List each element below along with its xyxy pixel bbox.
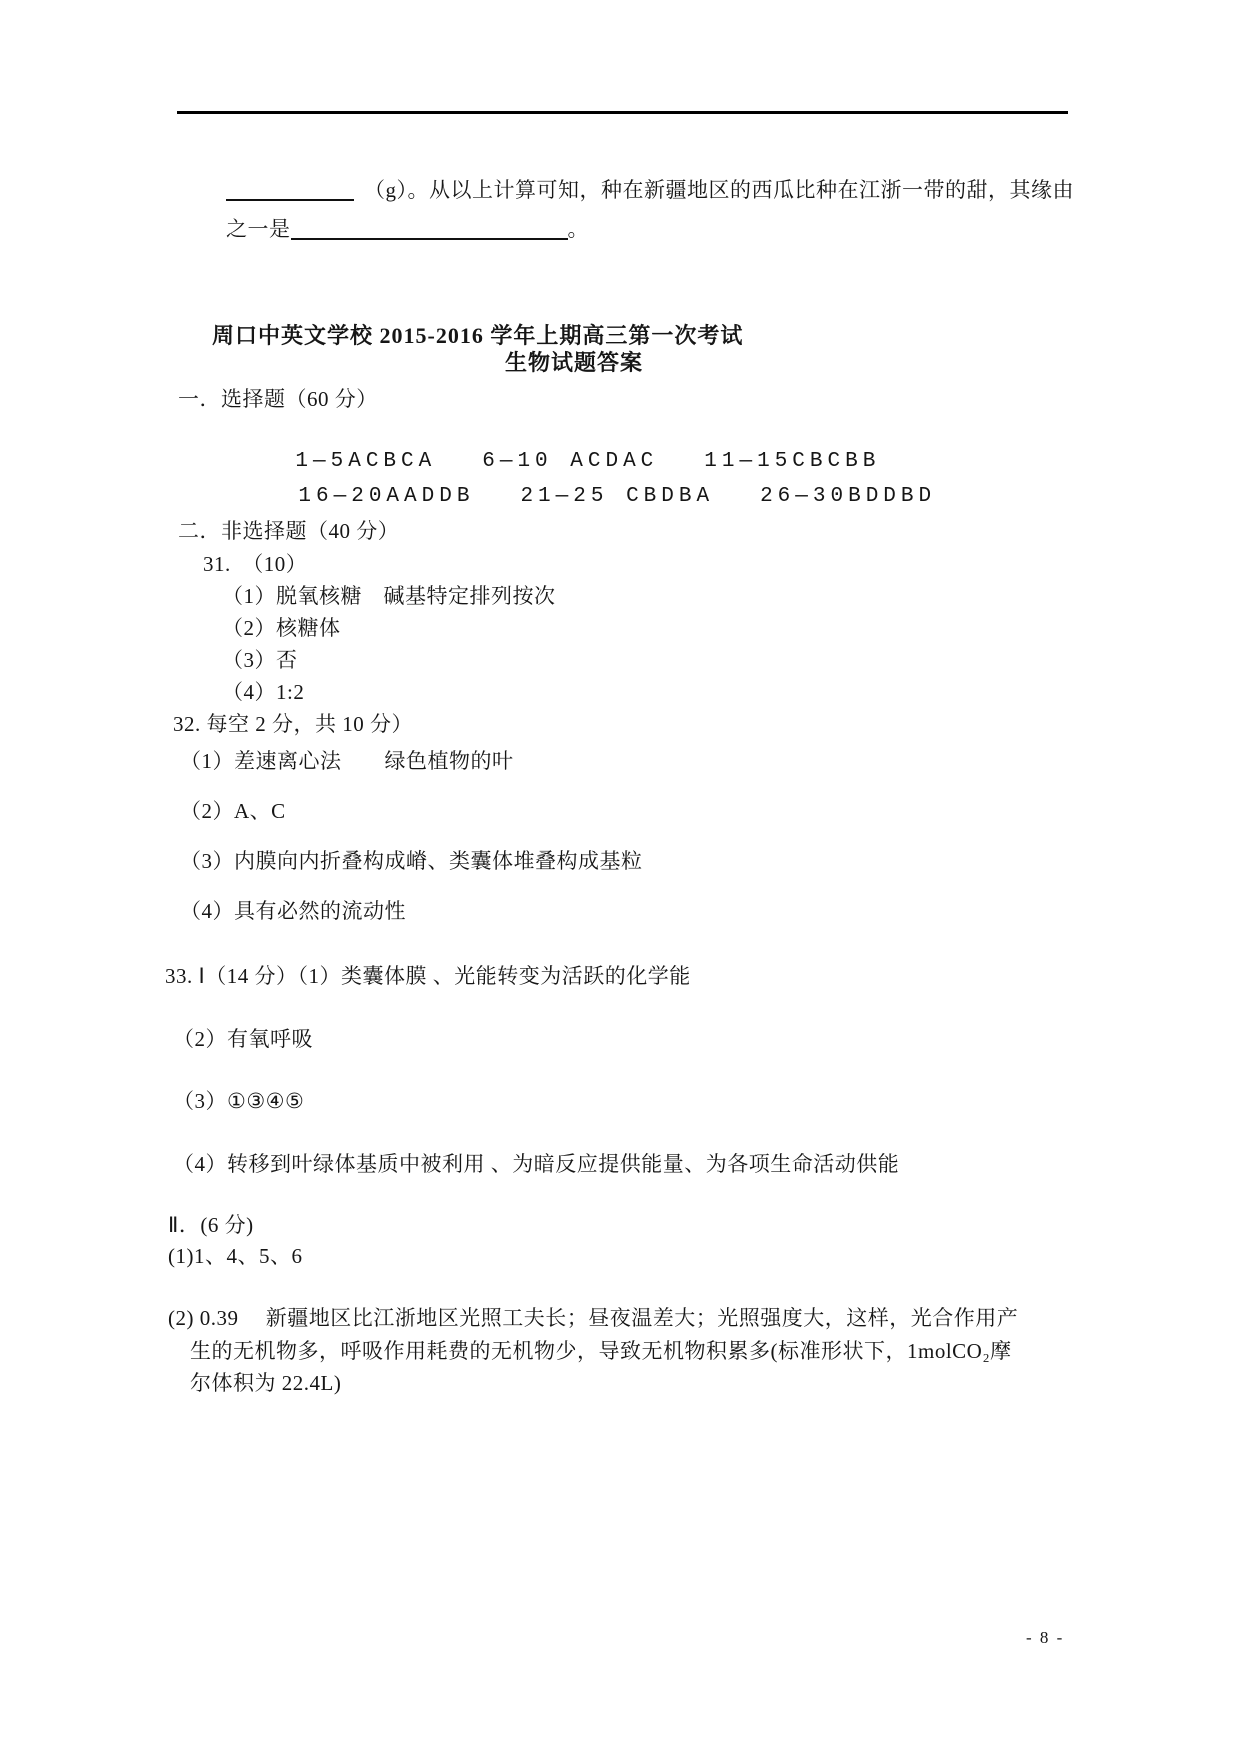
answers-1-5: 1—5ACBCA <box>295 450 437 474</box>
q33-part2-item-2-line-1: (2) 0.39 新疆地区比江浙地区光照工夫长；昼夜温差大；光照强度大，这样，光合作用产 <box>168 1306 1019 1330</box>
answers-6-10: 6—10 ACDAC <box>482 450 659 474</box>
q31-item-4: （4）1:2 <box>222 680 305 704</box>
q31-item-3: （3）否 <box>222 648 298 672</box>
answers-11-15: 11—15CBCBB <box>704 450 881 474</box>
fill-blank-line-2 <box>203 189 589 271</box>
q33-part2-heading: Ⅱ．(6 分) <box>168 1213 254 1237</box>
q33-part1-line-1: 33. Ⅰ（14 分）（1）类囊体膜 、光能转变为活跃的化学能 <box>165 964 691 988</box>
header-rule <box>177 111 1068 114</box>
answers-16-20: 16—20AADDB <box>298 485 475 509</box>
q31-item-2: （2）核糖体 <box>222 616 341 640</box>
page-number: - 8 - <box>1026 1628 1065 1647</box>
q32-item-1: （1）差速离心法 绿色植物的叶 <box>180 749 514 773</box>
doc-subtitle: 生物试题答案 <box>505 350 644 375</box>
doc-title: 周口中英文学校 2015-2016 学年上期高三第一次考试 <box>212 323 744 348</box>
q31-item-1: （1）脱氧核糖 碱基特定排列按次 <box>222 584 556 608</box>
fill-blank-line-2-prefix: 之一是 <box>226 217 291 242</box>
q32-item-2: （2）A、C <box>180 799 286 823</box>
q33-part2-item-2-line-2: 生的无机物多，呼吸作用耗费的无机物少，导致无机物积累多(标准形状下，1molCO₂摩 <box>190 1339 1012 1363</box>
choice-section-heading: 一．选择题（60 分） <box>178 387 378 411</box>
fill-blank-line-2-suffix: 。 <box>567 217 589 242</box>
q32-item-3: （3）内膜向内折叠构成嵴、类囊体堆叠构成基粒 <box>180 849 643 873</box>
non-choice-section-heading: 二．非选择题（40 分） <box>178 519 400 543</box>
q33-part2-item-2-line-3: 尔体积为 22.4L) <box>190 1371 342 1395</box>
answers-26-30: 26—30BDDBD <box>760 485 937 509</box>
q33-part2-item-1: (1)1、4、5、6 <box>168 1244 303 1268</box>
answers-21-25: 21—25 CBDBA <box>520 485 715 509</box>
q31-heading: 31. （10） <box>203 552 308 576</box>
q33-part1-line-2: （2）有氧呼吸 <box>173 1027 313 1051</box>
q33-part1-line-4: （4）转移到叶绿体基质中被利用 、为暗反应提供能量、为各项生命活动供能 <box>173 1152 900 1176</box>
q32-item-4: （4）具有必然的流动性 <box>180 899 406 923</box>
q33-part1-line-3: （3）①③④⑤ <box>173 1089 305 1113</box>
q32-heading: 32. 每空 2 分，共 10 分） <box>173 712 413 736</box>
answer-blank-2 <box>291 217 568 240</box>
fill-blank-line-1-text: （g）。从以上计算可知，种在新疆地区的西瓜比种在江浙一带的甜，其缘由 <box>364 178 1074 203</box>
